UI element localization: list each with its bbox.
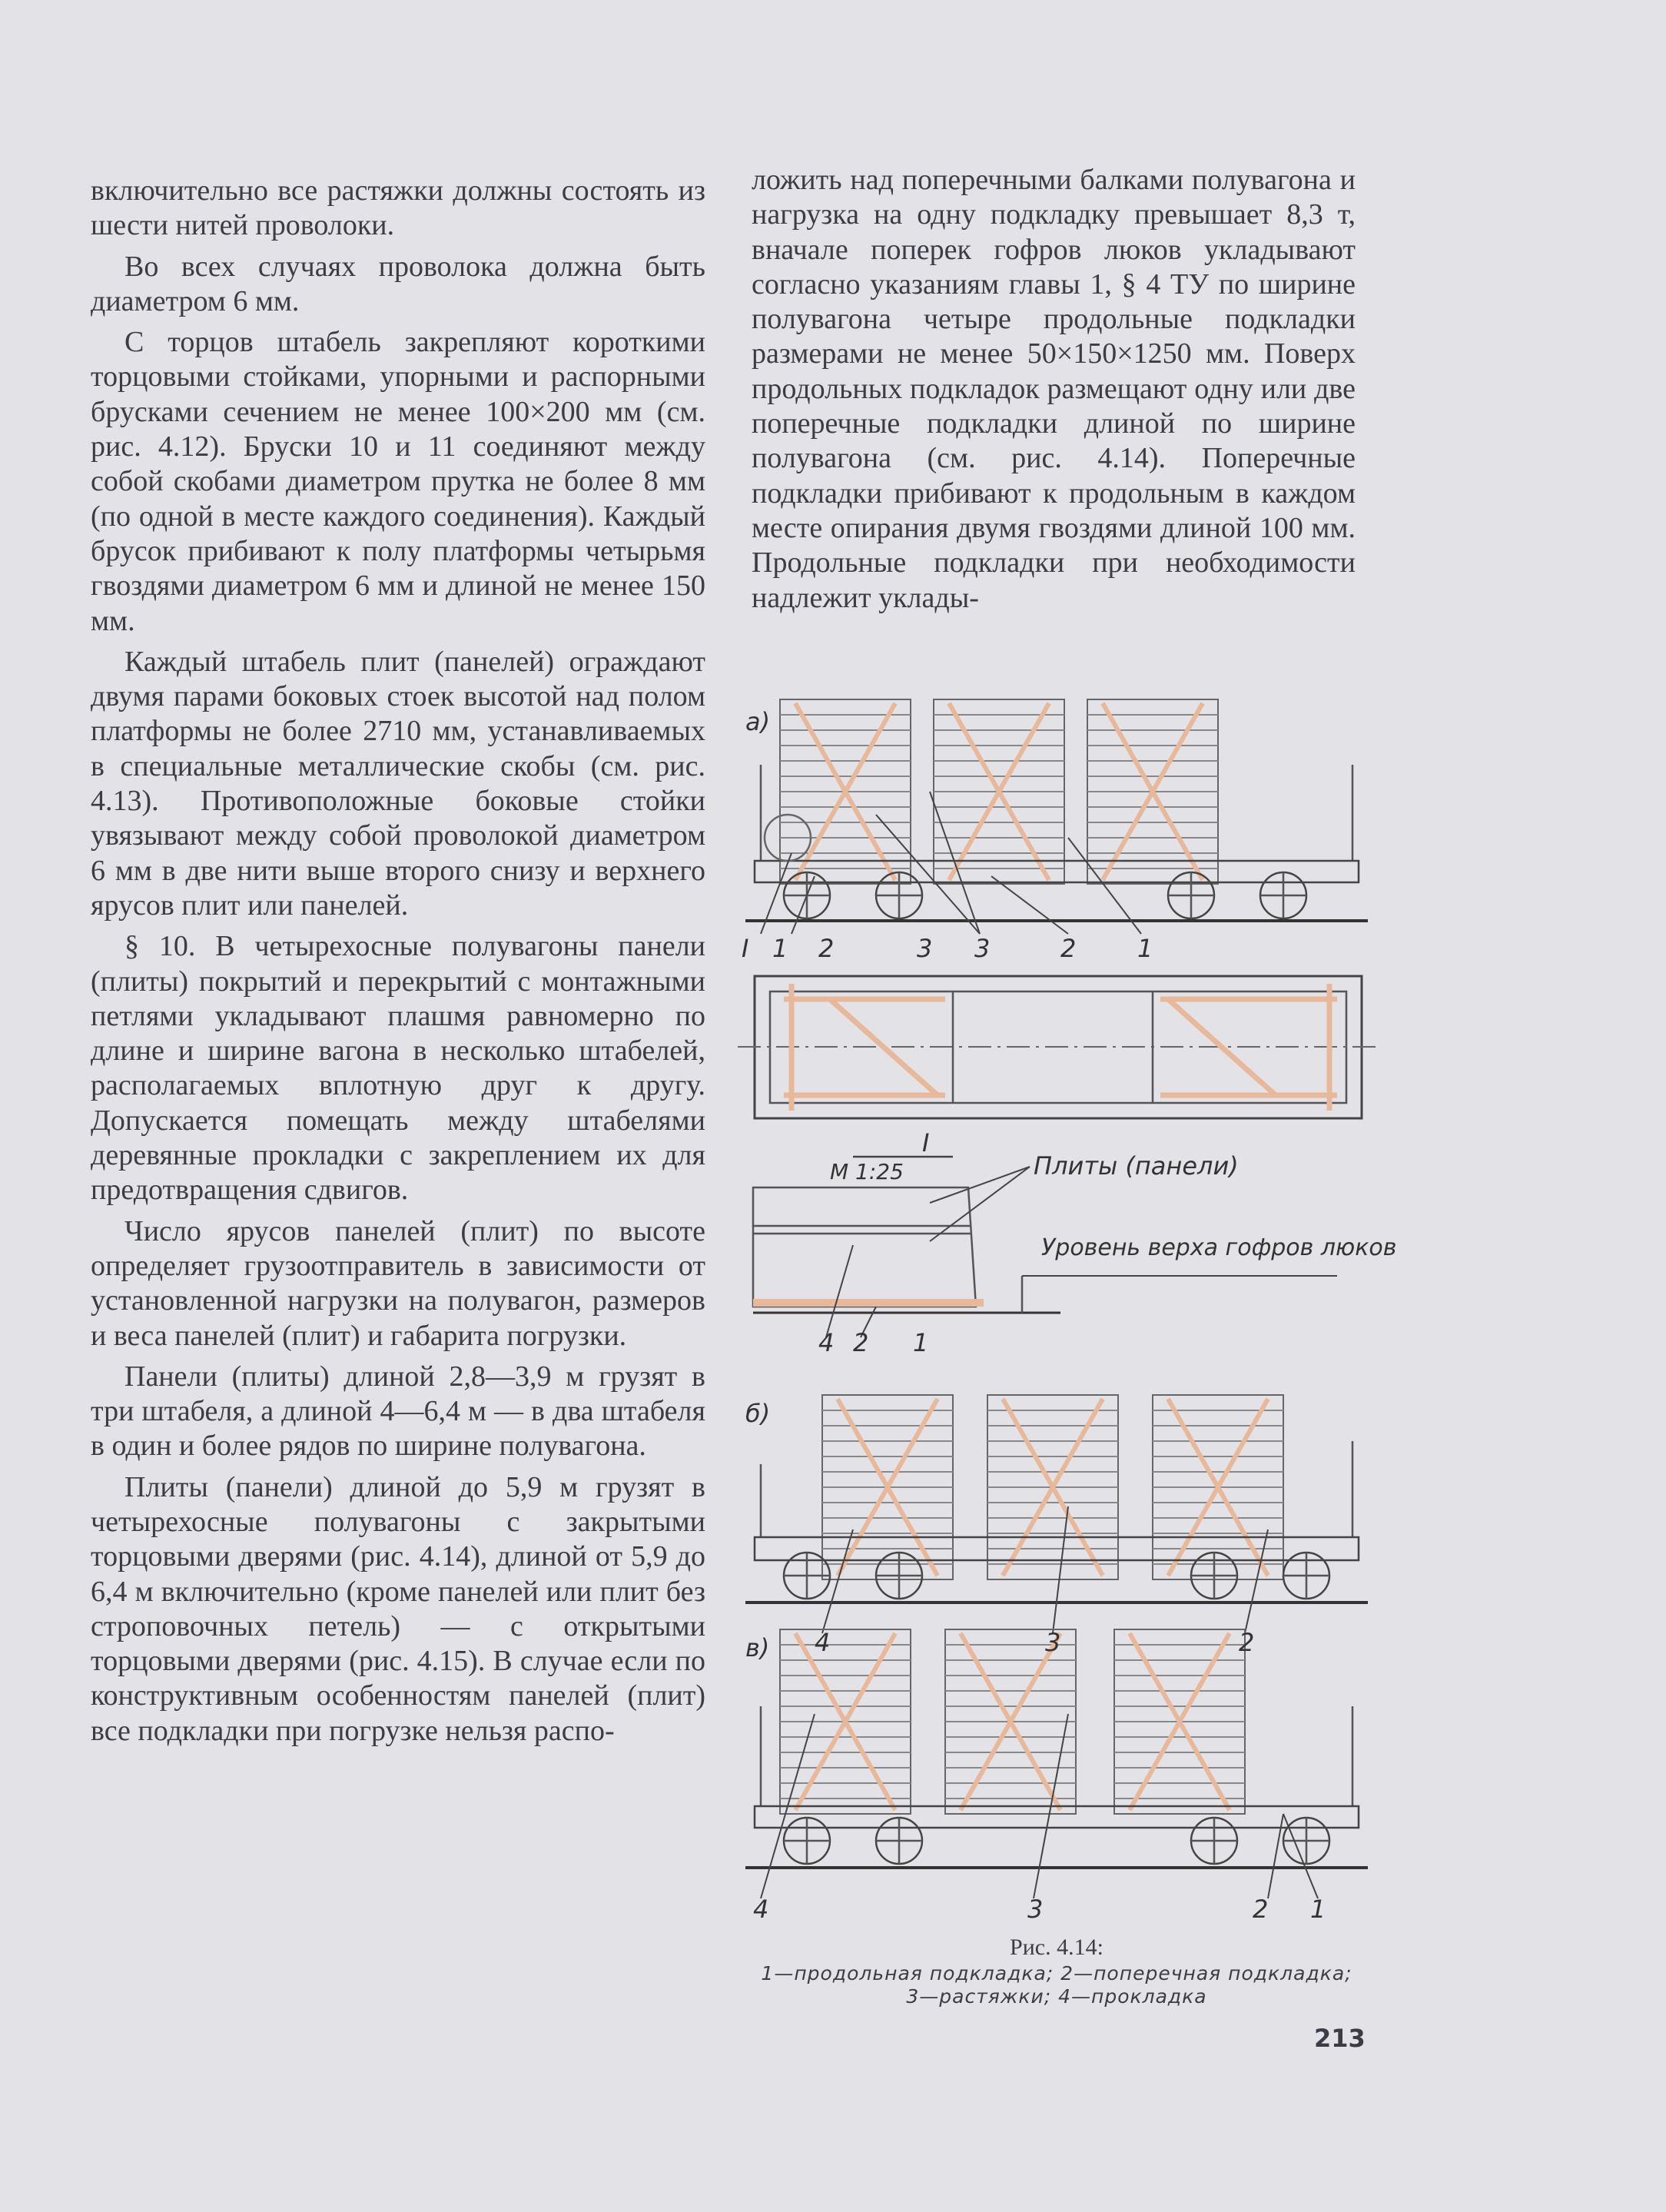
paragraph: С торцов штабель закрепляют короткими торцовыми стойками, упорными и распорными брусками сечением не менее 100×200 мм (см. рис. 4.12). Бруски 10 и 11 соединяют между собой скобами диаметром прутка не более 8 мм (по одной в месте каждого соединения). Каждый брусок прибивают к полу платформы четырьмя гвоздями диаметром 6 мм и длиной не менее 150 мм.	[91, 326, 705, 637]
view-a-label: а)	[745, 707, 771, 736]
page-number: 213	[1314, 2024, 1366, 2053]
right-column	[752, 163, 1356, 616]
level-label: Уровень верха гофров люков	[1041, 1234, 1397, 1261]
caption-title: Рис. 4.14:	[1010, 1935, 1103, 1960]
view-a-drawing	[745, 699, 1368, 934]
callout: 2	[1060, 934, 1077, 963]
callout: 4	[818, 1328, 835, 1357]
callout: 2	[1253, 1895, 1269, 1924]
paragraph: включительно все растяжки должны состоять из шести нитей проволоки.	[91, 174, 705, 242]
view-c-drawing	[745, 1629, 1368, 1898]
plates-label: Плиты (панели)	[1034, 1151, 1239, 1181]
callout: 3	[1027, 1895, 1044, 1924]
paragraph: Число ярусов панелей (плит) по высоте определяет грузоотправитель в зависимости от установленной нагрузки на полувагон, размеров и веса панелей (плит) и габарита погрузки.	[91, 1214, 705, 1352]
callout: 1	[913, 1328, 929, 1357]
detail-scale: М 1:25	[830, 1159, 904, 1184]
paragraph: Панели (плиты) длиной 2,8—3,9 м грузят в три штабеля, а длиной 4—6,4 м — в два штабеля в один и более рядов по ширине полувагона.	[91, 1360, 705, 1463]
view-c-label: в)	[745, 1633, 770, 1662]
callout: 2	[1239, 1628, 1255, 1657]
callout: 3	[917, 934, 933, 963]
figure-drawing	[738, 692, 1376, 1921]
callout: 4	[815, 1628, 831, 1657]
caption-legend-line: 3—растяжки; 4—прокладка	[906, 1985, 1207, 2008]
view-b-drawing	[745, 1395, 1368, 1633]
callout: I	[742, 934, 749, 963]
left-column	[91, 174, 705, 1749]
callout: 3	[974, 934, 991, 963]
callout: 3	[1045, 1628, 1061, 1657]
paragraph: Каждый штабель плит (панелей) ограждают двумя парами боковых стоек высотой над полом платформы не более 2710 мм, устанавливаемых в специальные металлические скобы (см. рис. 4.13). Противоположные боковые стойки увязывают между собой проволокой диаметром 6 мм в две нити выше второго снизу и верхнего ярусов плит или панелей.	[91, 645, 705, 922]
view-b-label: б)	[745, 1399, 771, 1428]
callout: 2	[853, 1328, 869, 1357]
paragraph: ложить над поперечными балками полувагона и нагрузка на одну подкладку превышает 8,3 т, вначале поперек гофров люков укладывают согласно указаниям главы 1, § 4 ТУ по ширине полувагона четыре продольные подкладки размерами не менее 50×150×1250 мм. Поверх продольных подкладок размещают одну или две поперечные подкладки длиной по ширине полувагона (см. рис. 4.14). Поперечные подкладки прибивают к продольным в каждом месте опирания двумя гвоздями длиной 100 мм. Продольные подкладки при необходимости надлежит уклады-	[752, 164, 1356, 614]
figure-4-14	[738, 692, 1397, 2014]
callout: 1	[1137, 934, 1153, 963]
plan-view-drawing	[738, 976, 1376, 1118]
paragraph: Во всех случаях проволока должна быть диаметром 6 мм.	[91, 250, 705, 317]
detail-title: I	[922, 1128, 930, 1157]
callout: 4	[753, 1895, 769, 1924]
figure-caption	[738, 1933, 1376, 2008]
callout: 1	[772, 934, 788, 963]
callout: 1	[1310, 1895, 1326, 1924]
caption-legend-line: 1—продольная подкладка; 2—поперечная подкладка;	[761, 1962, 1352, 1984]
callout: 2	[818, 934, 835, 963]
paragraph: Плиты (панели) длиной до 5,9 м грузят в четырехосные полувагоны с закрытыми торцовыми дверями (рис. 4.14), длиной от 5,9 до 6,4 м включительно (кроме панелей или плит без строповочных петель) — с открытыми торцовыми дверями (рис. 4.15). В случае если по конструктивным особенностям панелей (плит) все подкладки при погрузке нельзя распо-	[91, 1470, 705, 1747]
paragraph: § 10. В четырехосные полувагоны панели (плиты) покрытий и перекрытий с монтажными петлями укладывают плашмя равномерно по длине и ширине вагона в несколько штабелей, располагаемых вплотную друг к другу. Допускается помещать между штабелями деревянные прокладки с закреплением их для предотвращения сдвигов.	[91, 930, 705, 1207]
